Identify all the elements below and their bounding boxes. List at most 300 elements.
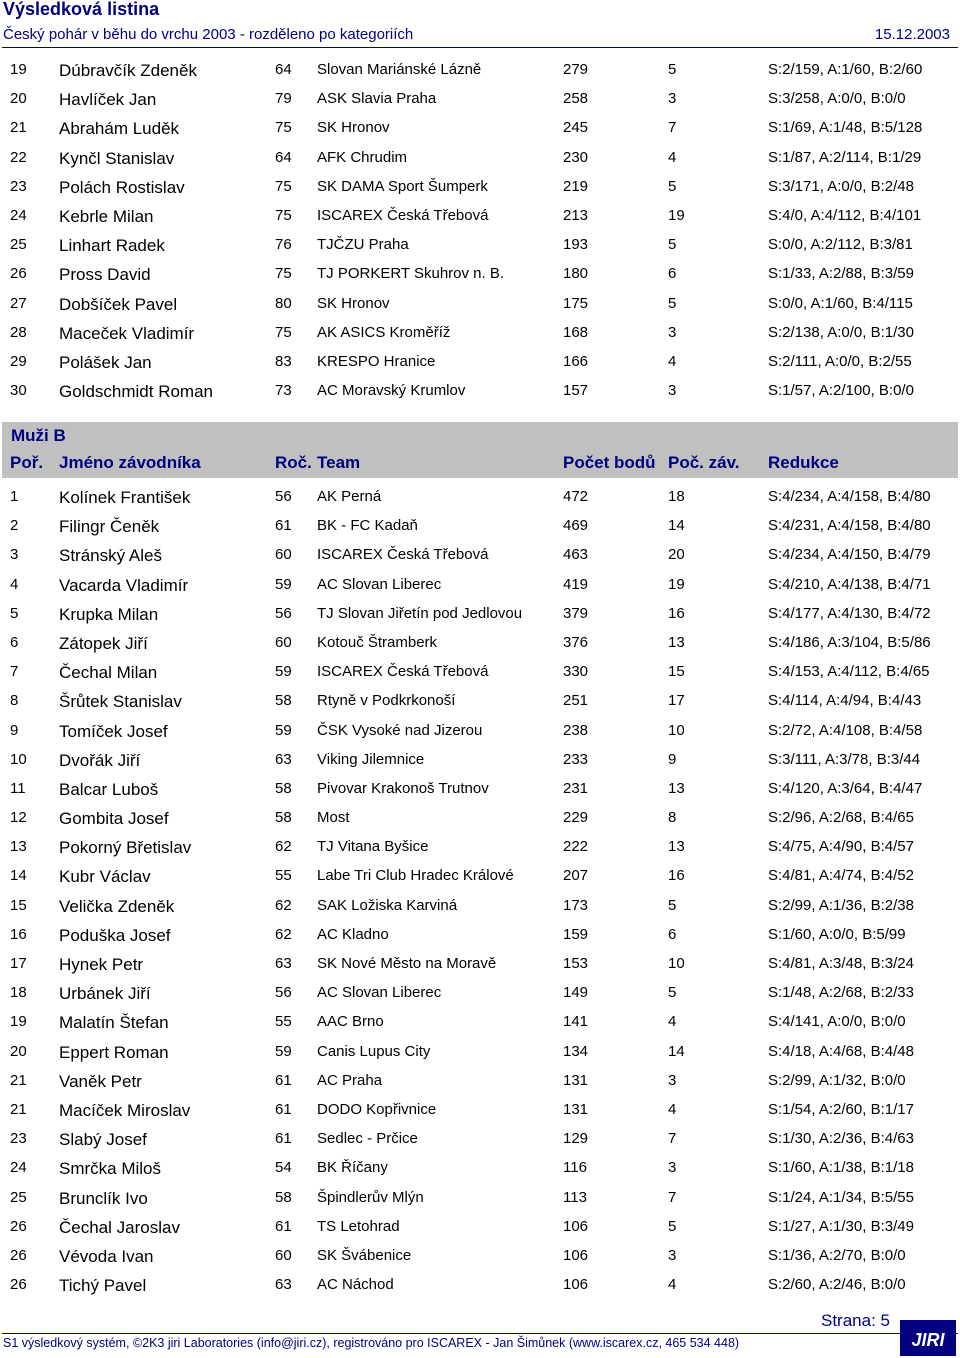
document-subtitle: Český pohár v běhu do vrchu 2003 - rozděleno po kategoriích xyxy=(3,26,414,43)
cell-name: Maceček Vladimír xyxy=(59,323,195,343)
table-row xyxy=(0,201,960,230)
results-table-muzi-b xyxy=(0,482,960,1299)
cell-birth-year: 75 xyxy=(275,119,292,137)
cell-race-count: 14 xyxy=(668,517,685,535)
table-row xyxy=(0,55,960,84)
cell-race-count: 10 xyxy=(668,955,685,972)
cell-team: AC Kladno xyxy=(317,925,389,943)
cell-birth-year: 59 xyxy=(275,721,292,739)
column-header-rank: Poř. xyxy=(10,453,44,472)
cell-team: Kotouč Štramberk xyxy=(317,633,438,651)
cell-reduction: S:3/111, A:3/78, B:3/44 xyxy=(768,750,921,768)
cell-rank: 18 xyxy=(10,984,27,1002)
cell-points: 233 xyxy=(563,750,589,768)
cell-birth-year: 73 xyxy=(275,382,292,400)
cell-team: Canis Lupus City xyxy=(317,1042,431,1060)
cell-race-count: 6 xyxy=(668,925,677,943)
cell-birth-year: 56 xyxy=(275,604,292,622)
cell-rank: 26 xyxy=(10,1217,27,1235)
cell-race-count: 7 xyxy=(668,1130,677,1148)
cell-rank: 13 xyxy=(10,838,27,856)
cell-team: TJČZU Praha xyxy=(317,236,409,254)
cell-rank: 3 xyxy=(10,546,19,564)
cell-team: Rtyně v Podkrkonoší xyxy=(317,692,456,710)
cell-points: 463 xyxy=(563,546,589,564)
cell-points: 379 xyxy=(563,604,589,622)
cell-race-count: 14 xyxy=(668,1042,685,1060)
cell-reduction: S:2/96, A:2/68, B:4/65 xyxy=(768,809,914,827)
document-title: Výsledková listina xyxy=(3,0,160,19)
cell-name: Goldschmidt Roman xyxy=(59,382,214,402)
cell-birth-year: 63 xyxy=(275,750,292,768)
cell-race-count: 4 xyxy=(668,1013,677,1031)
cell-rank: 21 xyxy=(10,119,27,137)
cell-points: 141 xyxy=(563,1013,589,1031)
cell-points: 419 xyxy=(563,575,589,593)
cell-name: Macíček Miroslav xyxy=(59,1100,191,1120)
cell-reduction: S:3/171, A:0/0, B:2/48 xyxy=(768,177,914,195)
cell-points: 330 xyxy=(563,663,589,681)
cell-points: 106 xyxy=(563,1217,589,1235)
cell-name: Kubr Václav xyxy=(59,867,151,887)
cell-team: Viking Jilemnice xyxy=(317,750,425,768)
table-row xyxy=(0,1066,960,1095)
cell-points: 106 xyxy=(563,1276,589,1294)
cell-reduction: S:1/69, A:1/48, B:5/128 xyxy=(768,119,923,137)
cell-name: Polách Rostislav xyxy=(59,177,185,197)
cell-points: 168 xyxy=(563,323,589,341)
cell-birth-year: 63 xyxy=(275,955,292,972)
cell-reduction: S:2/138, A:0/0, B:1/30 xyxy=(768,323,914,341)
cell-rank: 26 xyxy=(10,1276,27,1294)
cell-rank: 20 xyxy=(10,1042,27,1060)
cell-rank: 11 xyxy=(10,779,26,797)
cell-birth-year: 63 xyxy=(275,1276,292,1294)
cell-race-count: 10 xyxy=(668,721,685,739)
cell-reduction: S:1/60, A:0/0, B:5/99 xyxy=(768,925,906,943)
cell-team: SK Švábenice xyxy=(317,1246,412,1264)
column-header-year: Roč. xyxy=(275,453,312,472)
cell-points: 180 xyxy=(563,265,589,283)
cell-race-count: 5 xyxy=(668,236,677,254)
cell-rank: 21 xyxy=(10,1100,27,1118)
cell-birth-year: 62 xyxy=(275,896,292,914)
table-row xyxy=(0,511,960,540)
cell-race-count: 3 xyxy=(668,1159,677,1177)
cell-rank: 9 xyxy=(10,721,19,739)
cell-team: AC Slovan Liberec xyxy=(317,575,442,593)
cell-reduction: S:4/186, A:3/104, B:5/86 xyxy=(768,633,931,651)
cell-rank: 8 xyxy=(10,692,19,710)
table-row xyxy=(0,230,960,259)
cell-birth-year: 60 xyxy=(275,633,292,651)
table-row xyxy=(0,745,960,774)
cell-birth-year: 76 xyxy=(275,236,292,254)
cell-race-count: 5 xyxy=(668,896,677,914)
cell-reduction: S:2/159, A:1/60, B:2/60 xyxy=(768,61,923,78)
cell-reduction: S:1/60, A:1/38, B:1/18 xyxy=(768,1159,914,1177)
cell-birth-year: 75 xyxy=(275,206,292,224)
cell-team: SK Hronov xyxy=(317,294,390,312)
cell-birth-year: 58 xyxy=(275,1188,292,1206)
cell-birth-year: 60 xyxy=(275,1246,292,1264)
cell-points: 230 xyxy=(563,148,589,166)
cell-birth-year: 61 xyxy=(275,517,292,535)
cell-rank: 19 xyxy=(10,61,27,78)
table-row xyxy=(0,891,960,920)
cell-team: TJ Vitana Byšice xyxy=(317,838,429,856)
cell-name: Dvořák Jiří xyxy=(59,750,141,770)
table-row xyxy=(0,1037,960,1066)
table-row xyxy=(0,657,960,686)
cell-reduction: S:4/75, A:4/90, B:4/57 xyxy=(768,838,914,856)
cell-name: Dúbravčík Zdeněk xyxy=(59,61,197,80)
cell-birth-year: 75 xyxy=(275,323,292,341)
cell-rank: 17 xyxy=(10,955,27,972)
cell-birth-year: 79 xyxy=(275,90,292,108)
cell-name: Eppert Roman xyxy=(59,1042,169,1062)
cell-name: Pross David xyxy=(59,265,151,285)
table-row xyxy=(0,803,960,832)
cell-name: Vaněk Petr xyxy=(59,1071,142,1091)
cell-rank: 29 xyxy=(10,352,27,370)
cell-name: Stránský Aleš xyxy=(59,546,162,566)
cell-name: Čechal Milan xyxy=(59,663,158,683)
cell-team: Špindlerův Mlýn xyxy=(317,1188,424,1206)
cell-race-count: 13 xyxy=(668,633,685,651)
table-row xyxy=(0,570,960,599)
table-row xyxy=(0,84,960,113)
cell-rank: 25 xyxy=(10,236,27,254)
cell-name: Poduška Josef xyxy=(59,925,171,945)
cell-team: BK Říčany xyxy=(317,1159,388,1177)
cell-team: SK Nové Město na Moravě xyxy=(317,955,497,972)
cell-birth-year: 61 xyxy=(275,1217,292,1235)
cell-name: Filingr Čeněk xyxy=(59,517,160,537)
category-title: Muži B xyxy=(11,426,66,445)
cell-team: TJ PORKERT Skuhrov n. B. xyxy=(317,265,505,283)
cell-points: 279 xyxy=(563,61,589,78)
cell-points: 131 xyxy=(563,1071,589,1089)
cell-birth-year: 59 xyxy=(275,575,292,593)
cell-rank: 10 xyxy=(10,750,27,768)
cell-race-count: 5 xyxy=(668,1217,677,1235)
cell-reduction: S:1/33, A:2/88, B:3/59 xyxy=(768,265,914,283)
cell-reduction: S:2/99, A:1/32, B:0/0 xyxy=(768,1071,906,1089)
cell-points: 173 xyxy=(563,896,589,914)
cell-name: Velička Zdeněk xyxy=(59,896,175,916)
table-row xyxy=(0,920,960,949)
cell-race-count: 3 xyxy=(668,382,677,400)
cell-points: 469 xyxy=(563,517,589,535)
cell-rank: 15 xyxy=(10,896,27,914)
cell-points: 153 xyxy=(563,955,589,972)
cell-birth-year: 55 xyxy=(275,867,292,885)
column-header-races: Poč. záv. xyxy=(668,453,740,472)
cell-team: KRESPO Hranice xyxy=(317,352,436,370)
cell-name: Kynčl Stanislav xyxy=(59,148,175,168)
header-divider xyxy=(2,47,958,48)
column-header-reduction: Redukce xyxy=(768,453,839,472)
table-row xyxy=(0,1212,960,1241)
cell-rank: 30 xyxy=(10,382,27,400)
cell-rank: 6 xyxy=(10,633,19,651)
cell-reduction: S:2/99, A:1/36, B:2/38 xyxy=(768,896,914,914)
cell-rank: 22 xyxy=(10,148,27,166)
cell-team: Sedlec - Prčice xyxy=(317,1130,418,1148)
footer-credits: S1 výsledkový systém, ©2K3 jiri Laboratories (info@jiri.cz), registrováno pro ISCAREX - Jan Šimůnek (www.iscarex.cz, 465 534 448) xyxy=(3,1336,740,1350)
cell-name: Zátopek Jiří xyxy=(59,633,148,653)
cell-race-count: 13 xyxy=(668,838,685,856)
cell-race-count: 20 xyxy=(668,546,685,564)
cell-team: ISCAREX Česká Třebová xyxy=(317,663,489,681)
cell-name: Vévoda Ivan xyxy=(59,1246,154,1266)
cell-rank: 23 xyxy=(10,177,27,195)
cell-name: Malatín Štefan xyxy=(59,1013,169,1033)
cell-race-count: 3 xyxy=(668,90,677,108)
cell-name: Dobšíček Pavel xyxy=(59,294,178,314)
cell-team: SAK Ložiska Karviná xyxy=(317,896,458,914)
cell-race-count: 8 xyxy=(668,809,677,827)
cell-team: Labe Tri Club Hradec Králové xyxy=(317,867,514,885)
cell-race-count: 3 xyxy=(668,1071,677,1089)
cell-birth-year: 75 xyxy=(275,265,292,283)
cell-points: 159 xyxy=(563,925,589,943)
table-row xyxy=(0,143,960,172)
cell-points: 229 xyxy=(563,809,589,827)
cell-name: Smrčka Miloš xyxy=(59,1159,162,1179)
cell-reduction: S:4/120, A:3/64, B:4/47 xyxy=(768,779,923,797)
cell-reduction: S:4/234, A:4/158, B:4/80 xyxy=(768,488,931,505)
cell-race-count: 6 xyxy=(668,265,677,283)
cell-name: Šrůtek Stanislav xyxy=(59,692,182,712)
table-row xyxy=(0,1241,960,1270)
cell-team: ČSK Vysoké nad Jizerou xyxy=(317,721,483,739)
cell-name: Hynek Petr xyxy=(59,955,144,974)
cell-rank: 19 xyxy=(10,1013,27,1031)
cell-team: AAC Brno xyxy=(317,1013,384,1031)
cell-team: BK - FC Kadaň xyxy=(317,517,418,535)
table-row xyxy=(0,1095,960,1124)
cell-reduction: S:1/24, A:1/34, B:5/55 xyxy=(768,1188,914,1206)
cell-points: 149 xyxy=(563,984,589,1002)
cell-points: 116 xyxy=(563,1159,587,1177)
table-row xyxy=(0,1183,960,1212)
table-row xyxy=(0,289,960,318)
logo-text: JIRI xyxy=(911,1330,945,1350)
cell-reduction: S:3/258, A:0/0, B:0/0 xyxy=(768,90,906,108)
table-row xyxy=(0,628,960,657)
table-row xyxy=(0,832,960,861)
table-row xyxy=(0,686,960,715)
cell-rank: 21 xyxy=(10,1071,27,1089)
cell-name: Slabý Josef xyxy=(59,1130,147,1150)
cell-points: 129 xyxy=(563,1130,589,1148)
cell-rank: 1 xyxy=(10,488,19,505)
cell-rank: 14 xyxy=(10,867,27,885)
cell-points: 258 xyxy=(563,90,589,108)
cell-name: Urbánek Jiří xyxy=(59,984,151,1004)
table-row xyxy=(0,599,960,628)
cell-name: Linhart Radek xyxy=(59,236,165,256)
cell-birth-year: 54 xyxy=(275,1159,292,1177)
cell-team: SK Hronov xyxy=(317,119,390,137)
cell-name: Polášek Jan xyxy=(59,352,152,372)
category-header-muzi-b xyxy=(2,422,958,478)
cell-name: Tichý Pavel xyxy=(59,1276,147,1296)
cell-rank: 16 xyxy=(10,925,27,943)
cell-race-count: 9 xyxy=(668,750,677,768)
cell-points: 157 xyxy=(563,382,589,400)
cell-points: 131 xyxy=(563,1100,589,1118)
document-date: 15.12.2003 xyxy=(874,26,950,43)
table-row xyxy=(0,1007,960,1036)
column-header-team: Team xyxy=(317,453,361,472)
cell-team: AFK Chrudim xyxy=(317,148,408,166)
cell-birth-year: 56 xyxy=(275,984,292,1002)
cell-reduction: S:4/210, A:4/138, B:4/71 xyxy=(768,575,931,593)
table-row xyxy=(0,347,960,376)
table-row xyxy=(0,540,960,569)
cell-race-count: 5 xyxy=(668,177,677,195)
cell-points: 222 xyxy=(563,838,589,856)
cell-reduction: S:4/0, A:4/112, B:4/101 xyxy=(768,206,922,224)
cell-reduction: S:2/72, A:4/108, B:4/58 xyxy=(768,721,923,739)
table-row xyxy=(0,172,960,201)
cell-reduction: S:1/54, A:2/60, B:1/17 xyxy=(768,1100,914,1118)
cell-birth-year: 56 xyxy=(275,488,292,505)
cell-race-count: 4 xyxy=(668,148,677,166)
cell-points: 193 xyxy=(563,236,589,254)
cell-reduction: S:0/0, A:2/112, B:3/81 xyxy=(768,236,913,254)
table-row xyxy=(0,376,960,405)
footer-divider xyxy=(2,1333,958,1334)
cell-name: Gombita Josef xyxy=(59,809,169,829)
cell-points: 134 xyxy=(563,1042,589,1060)
cell-name: Balcar Luboš xyxy=(59,779,159,799)
cell-name: Tomíček Josef xyxy=(59,721,168,741)
table-row xyxy=(0,1124,960,1153)
cell-birth-year: 62 xyxy=(275,925,292,943)
cell-team: AC Slovan Liberec xyxy=(317,984,442,1002)
cell-reduction: S:4/18, A:4/68, B:4/48 xyxy=(768,1042,914,1060)
jiri-logo xyxy=(900,1320,956,1356)
column-header-name: Jméno závodníka xyxy=(59,453,201,472)
cell-birth-year: 80 xyxy=(275,294,292,312)
cell-rank: 24 xyxy=(10,206,27,224)
cell-points: 113 xyxy=(563,1188,587,1206)
cell-points: 238 xyxy=(563,721,589,739)
cell-reduction: S:1/48, A:2/68, B:2/33 xyxy=(768,984,914,1002)
results-table-continued xyxy=(0,55,960,405)
cell-rank: 7 xyxy=(10,663,19,681)
cell-team: AK Perná xyxy=(317,488,382,505)
cell-birth-year: 58 xyxy=(275,809,292,827)
cell-team: Pivovar Krakonoš Trutnov xyxy=(317,779,489,797)
cell-reduction: S:4/177, A:4/130, B:4/72 xyxy=(768,604,931,622)
cell-reduction: S:1/57, A:2/100, B:0/0 xyxy=(768,382,914,400)
cell-points: 231 xyxy=(563,779,589,797)
cell-team: AC Náchod xyxy=(317,1276,394,1294)
cell-race-count: 5 xyxy=(668,61,677,78)
cell-team: AC Moravský Krumlov xyxy=(317,382,466,400)
table-row xyxy=(0,1153,960,1182)
table-row xyxy=(0,1270,960,1299)
cell-rank: 25 xyxy=(10,1188,27,1206)
cell-reduction: S:1/87, A:2/114, B:1/29 xyxy=(768,148,922,166)
table-row xyxy=(0,113,960,142)
cell-race-count: 7 xyxy=(668,119,677,137)
cell-team: TS Letohrad xyxy=(317,1217,400,1235)
cell-points: 219 xyxy=(563,177,589,195)
cell-race-count: 7 xyxy=(668,1188,677,1206)
cell-race-count: 13 xyxy=(668,779,685,797)
cell-name: Kolínek František xyxy=(59,488,191,507)
cell-points: 245 xyxy=(563,119,589,137)
cell-points: 213 xyxy=(563,206,589,224)
cell-team: ISCAREX Česká Třebová xyxy=(317,546,489,564)
cell-birth-year: 59 xyxy=(275,1042,292,1060)
cell-race-count: 5 xyxy=(668,294,677,312)
cell-race-count: 16 xyxy=(668,867,685,885)
table-row xyxy=(0,861,960,890)
cell-race-count: 19 xyxy=(668,206,685,224)
cell-team: SK DAMA Sport Šumperk xyxy=(317,177,488,195)
cell-points: 166 xyxy=(563,352,589,370)
cell-team: Slovan Mariánské Lázně xyxy=(317,61,482,78)
cell-rank: 5 xyxy=(10,604,19,622)
cell-team: AK ASICS Kroměříž xyxy=(317,323,451,341)
cell-reduction: S:4/114, A:4/94, B:4/43 xyxy=(768,692,922,710)
cell-rank: 23 xyxy=(10,1130,27,1148)
cell-name: Vacarda Vladimír xyxy=(59,575,189,595)
cell-team: Most xyxy=(317,809,350,827)
cell-team: AC Praha xyxy=(317,1071,383,1089)
cell-team: TJ Slovan Jiřetín pod Jedlovou xyxy=(317,604,523,622)
table-row xyxy=(0,259,960,288)
cell-rank: 4 xyxy=(10,575,19,593)
cell-race-count: 19 xyxy=(668,575,685,593)
cell-birth-year: 64 xyxy=(275,61,292,78)
cell-birth-year: 75 xyxy=(275,177,292,195)
cell-rank: 26 xyxy=(10,265,27,283)
cell-reduction: S:4/81, A:3/48, B:3/24 xyxy=(768,955,914,972)
cell-team: ISCAREX Česká Třebová xyxy=(317,206,489,224)
cell-race-count: 5 xyxy=(668,984,677,1002)
cell-name: Havlíček Jan xyxy=(59,90,157,110)
cell-race-count: 3 xyxy=(668,1246,677,1264)
cell-race-count: 16 xyxy=(668,604,685,622)
cell-points: 106 xyxy=(563,1246,589,1264)
column-header-points: Počet bodů xyxy=(563,453,656,472)
cell-rank: 2 xyxy=(10,517,19,535)
cell-birth-year: 61 xyxy=(275,1071,292,1089)
cell-team: ASK Slavia Praha xyxy=(317,90,437,108)
cell-reduction: S:4/141, A:0/0, B:0/0 xyxy=(768,1013,906,1031)
cell-points: 207 xyxy=(563,867,589,885)
table-row xyxy=(0,774,960,803)
cell-race-count: 3 xyxy=(668,323,677,341)
cell-points: 175 xyxy=(563,294,589,312)
table-row xyxy=(0,318,960,347)
cell-rank: 20 xyxy=(10,90,27,108)
cell-reduction: S:4/153, A:4/112, B:4/65 xyxy=(768,663,930,681)
table-row xyxy=(0,978,960,1007)
cell-reduction: S:1/27, A:1/30, B:3/49 xyxy=(768,1217,914,1235)
cell-rank: 28 xyxy=(10,323,27,341)
cell-team: DODO Kopřivnice xyxy=(317,1100,437,1118)
cell-birth-year: 62 xyxy=(275,838,292,856)
